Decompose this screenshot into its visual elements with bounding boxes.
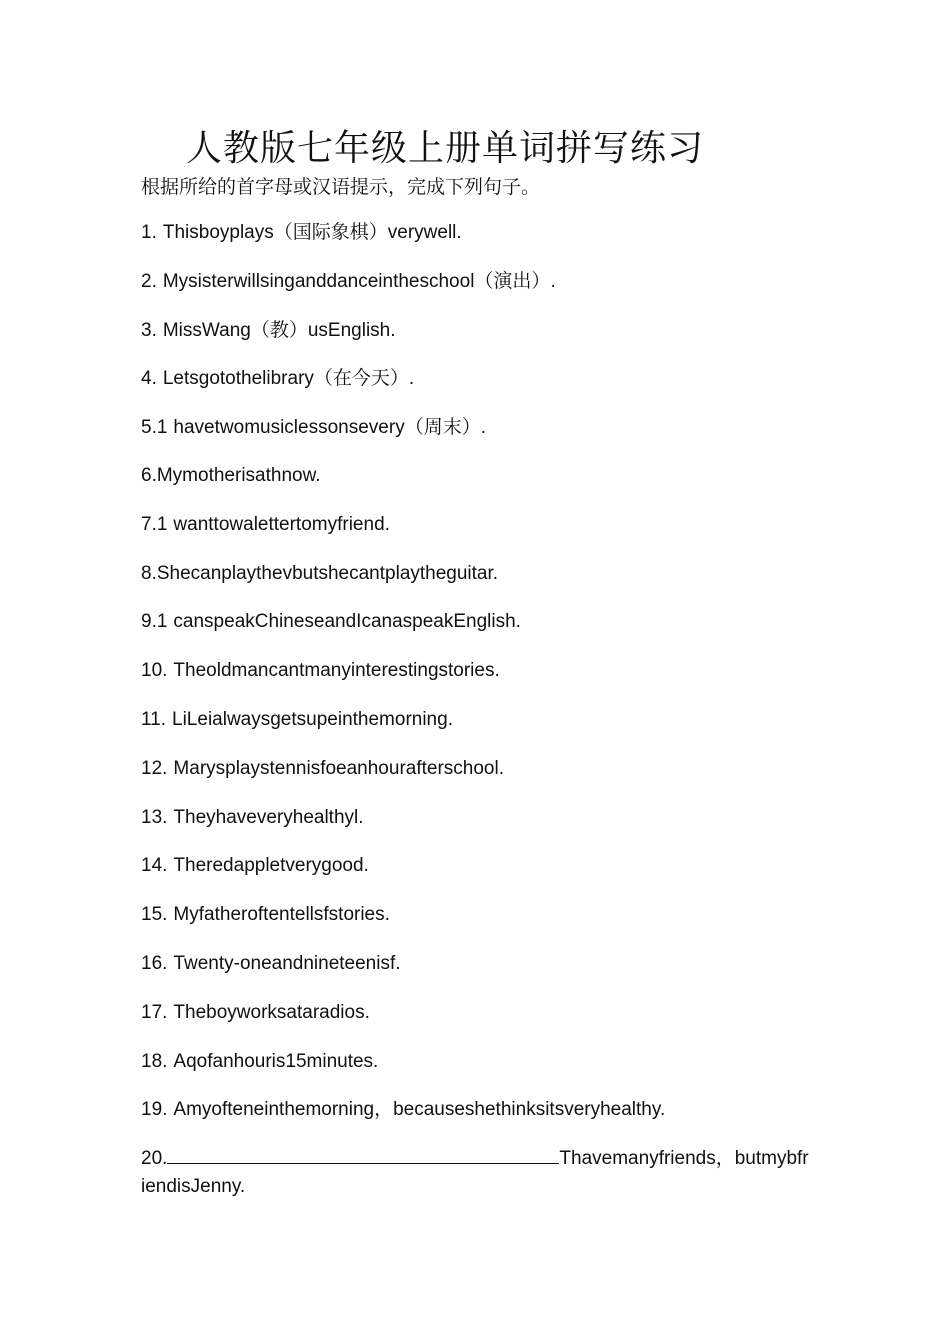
exercise-item-10 xyxy=(141,657,811,706)
item-text-before: Theoldmancantmanyinterestingstories. xyxy=(173,660,500,682)
exercise-item-1 xyxy=(141,218,811,267)
exercise-item-20 xyxy=(141,1145,811,1201)
item-number: 19. xyxy=(141,1099,168,1121)
exercise-item-17 xyxy=(141,999,811,1048)
item-text-before: havetwomusiclessonsevery xyxy=(173,417,405,439)
exercise-item-3 xyxy=(141,316,811,365)
instruction-text: 根据所给的首字母或汉语提示，完成下列句子。 xyxy=(141,176,541,198)
item-text-before: Theredappletverygood. xyxy=(173,855,369,877)
item-text-before: Thisboyplays xyxy=(162,222,274,243)
item-text-before: MissWang xyxy=(162,319,251,341)
item-text-before: canspeakChineseandIcanaspeakEnglish. xyxy=(173,611,521,633)
item-hint: （在今天） xyxy=(313,367,409,390)
item-number: 2. xyxy=(141,270,157,292)
item-number: 12. xyxy=(141,757,168,779)
exercise-item-12 xyxy=(141,755,811,804)
item-text-before: Aqofanhouris15minutes. xyxy=(173,1050,379,1072)
item-number: 7.1 xyxy=(141,513,168,535)
exercise-item-15 xyxy=(141,901,811,950)
item-text-after: . xyxy=(480,417,486,439)
answer-blank xyxy=(167,1145,559,1164)
item-text-before: Shecanplaythevbutshecantplaytheguitar. xyxy=(156,562,499,584)
item-number: 11. xyxy=(141,708,167,730)
exercise-item-16 xyxy=(141,950,811,999)
item-text-before: Twenty-oneandnineteenisf. xyxy=(173,952,401,974)
exercise-item-14 xyxy=(141,852,811,901)
item-text-before: Mymotherisathnow. xyxy=(156,464,321,486)
item-text-before: Theboyworksataradios. xyxy=(173,1001,370,1023)
item-text-before: Mysisterwillsinganddanceintheschool xyxy=(162,270,475,292)
item-text-before: Amyofteneinthemorning，becauseshethinksitsveryhealthy. xyxy=(173,1099,666,1121)
item-hint: （教） xyxy=(250,318,308,341)
item-text-before: Myfatheroftentellsfstories. xyxy=(173,904,390,926)
item-text-before: Theyhaveveryhealthyl. xyxy=(173,806,364,828)
exercise-item-19 xyxy=(141,1096,811,1145)
item-number: 4. xyxy=(141,368,157,390)
exercise-item-7 xyxy=(141,511,811,560)
item-number: 17. xyxy=(141,1001,168,1023)
item-hint: （演出） xyxy=(474,269,551,292)
item-hint: （国际象棋） xyxy=(273,221,388,243)
exercise-item-8 xyxy=(141,560,811,609)
item-text-after: Thavemanyfriends，butmybfriendisJenny. xyxy=(141,1148,809,1198)
item-number: 10. xyxy=(141,660,168,682)
item-text-before: wanttowalettertomyfriend. xyxy=(173,513,390,535)
item-text-before: LiLeialwaysgetsupeinthemorning. xyxy=(172,708,453,730)
item-number: 13. xyxy=(141,806,168,828)
exercise-item-13 xyxy=(141,804,811,853)
exercise-item-4 xyxy=(141,364,811,413)
page-title: 人教版七年级上册单词拼写练习 xyxy=(185,128,704,170)
item-number: 1. xyxy=(141,222,157,243)
item-number: 6. xyxy=(141,464,157,486)
item-number: 8. xyxy=(141,562,157,584)
item-text-after: usEnglish. xyxy=(307,319,396,341)
exercise-item-5 xyxy=(141,413,811,462)
item-hint: （周末） xyxy=(404,416,481,439)
exercise-item-9 xyxy=(141,608,811,657)
item-number: 20. xyxy=(141,1148,168,1170)
exercise-item-2 xyxy=(141,267,811,316)
item-text-after: verywell. xyxy=(387,222,462,243)
item-text-before: Letsgotothelibrary xyxy=(162,368,314,390)
item-number: 9.1 xyxy=(141,611,168,633)
exercise-item-18 xyxy=(141,1048,811,1097)
exercise-list xyxy=(141,218,811,1201)
item-text-after: . xyxy=(550,270,556,292)
item-number: 14. xyxy=(141,855,168,877)
item-text-before: Marysplaystennisfoeanhourafterschool. xyxy=(173,757,504,779)
item-number: 15. xyxy=(141,904,168,926)
item-number: 18. xyxy=(141,1050,168,1072)
exercise-item-6 xyxy=(141,462,811,511)
exercise-item-11 xyxy=(141,706,811,755)
item-text-after: . xyxy=(408,368,415,390)
item-number: 5.1 xyxy=(141,417,168,439)
item-number: 3. xyxy=(141,319,157,341)
item-number: 16. xyxy=(141,952,168,974)
